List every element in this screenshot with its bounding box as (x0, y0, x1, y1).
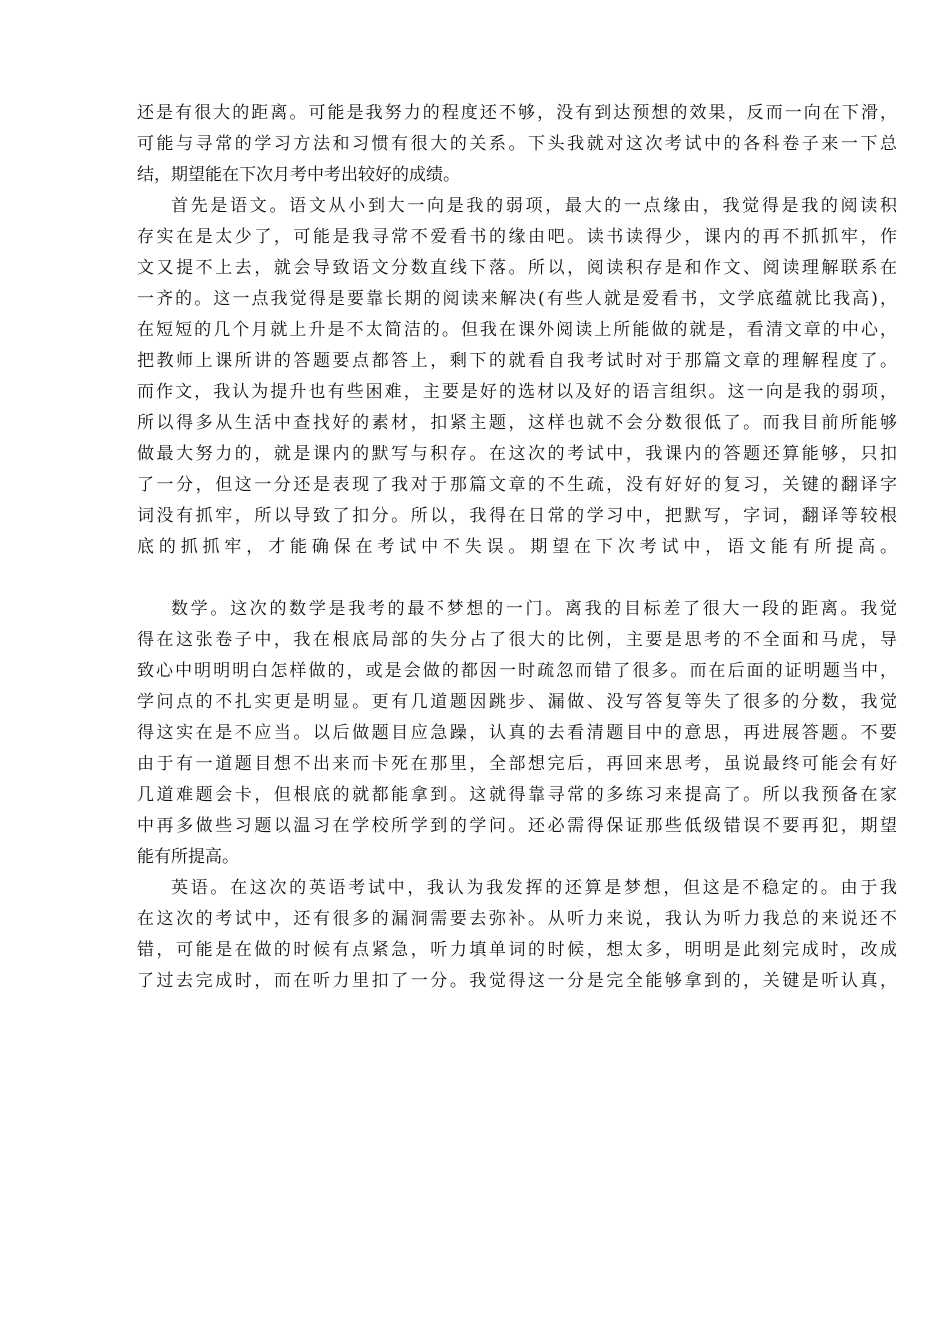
text-line: 由于有一道题目想不出来而卡死在那里，全部想完后，再回来思考，虽说最终可能会有好 (137, 754, 897, 774)
paragraph-math (137, 594, 897, 873)
text-line: 文又提不上去，就会导致语文分数直线下落。所以，阅读积存是和作文、阅读理解联系在 (137, 258, 897, 278)
text-line: 把教师上课所讲的答题要点都答上，剩下的就看自我考试时对于那篇文章的理解程度了。 (137, 351, 897, 371)
text-line: 首先是语文。语文从小到大一向是我的弱项，最大的一点缘由，我觉得是我的阅读积 (171, 196, 897, 216)
text-line (137, 563, 897, 594)
document-body (137, 98, 897, 997)
text-line: 在这次的考试中，还有很多的漏洞需要去弥补。从听力来说，我认为听力我总的来说还不 (137, 909, 897, 929)
text-line: 英语。在这次的英语考试中，我认为我发挥的还算是梦想，但这是不稳定的。由于我 (171, 878, 897, 898)
text-line: 中再多做些习题以温习在学校所学到的学问。还必需得保证那些低级错误不要再犯，期望 (137, 816, 897, 836)
text-line: 结，期望能在下次月考中考出较好的成绩。 (137, 165, 460, 185)
text-line: 做最大努力的，就是课内的默写与积存。在这次的考试中，我课内的答题还算能够，只扣 (137, 444, 897, 464)
text-line: 得这实在是不应当。以后做题目应急躁，认真的去看清题目中的意思，再进展答题。不要 (137, 723, 897, 743)
text-line: 存实在是太少了，可能是我寻常不爱看书的缘由吧。读书读得少，课内的再不抓抓牢，作 (137, 227, 897, 247)
text-line: 了过去完成时，而在听力里扣了一分。我觉得这一分是完全能够拿到的，关键是听认真， (137, 971, 897, 991)
text-line: 学问点的不扎实更是明显。更有几道题因跳步、漏做、没写答复等失了很多的分数，我觉 (137, 692, 897, 712)
text-line: 而作文，我认为提升也有些困难，主要是好的选材以及好的语言组织。这一向是我的弱项， (137, 382, 897, 402)
text-line: 致心中明明明白怎样做的，或是会做的都因一时疏忽而错了很多。而在后面的证明题当中， (137, 661, 897, 681)
text-line: 能有所提高。 (137, 847, 239, 867)
text-line: 几道难题会卡，但根底的就都能拿到。这就得靠寻常的多练习来提高了。所以我预备在家 (137, 785, 897, 805)
text-line: 可能与寻常的学习方法和习惯有很大的关系。下头我就对这次考试中的各科卷子来一下总 (137, 134, 897, 154)
paragraph-english (137, 873, 897, 997)
text-line: 底的抓抓牢，才能确保在考试中不失误。期望在下次考试中，语文能有所提高。 (137, 537, 897, 557)
text-line: 词没有抓牢，所以导致了扣分。所以，我得在日常的学习中，把默写，字词，翻译等较根 (137, 506, 897, 526)
text-line: 了一分，但这一分还是表现了我对于那篇文章的不生疏，没有好好的复习，关键的翻译字 (137, 475, 897, 495)
text-line: 在短短的几个月就上升是不太简洁的。但我在课外阅读上所能做的就是，看清文章的中心， (137, 320, 897, 340)
text-line: 还是有很大的距离。可能是我努力的程度还不够，没有到达预想的效果，反而一向在下滑， (137, 103, 897, 123)
text-line: 数学。这次的数学是我考的最不梦想的一门。离我的目标差了很大一段的距离。我觉 (171, 599, 897, 619)
paragraph-chinese (137, 191, 897, 594)
text-line: 一齐的。这一点我觉得是要靠长期的阅读来解决(有些人就是爱看书，文学底蕴就比我高)， (137, 289, 897, 309)
text-line: 得在这张卷子中，我在根底局部的失分占了很大的比例，主要是思考的不全面和马虎，导 (137, 630, 897, 650)
text-line: 所以得多从生活中查找好的素材，扣紧主题，这样也就不会分数很低了。而我目前所能够 (137, 413, 897, 433)
text-line: 错，可能是在做的时候有点紧急，听力填单词的时候，想太多，明明是此刻完成时，改成 (137, 940, 897, 960)
paragraph-continuation (137, 98, 897, 191)
